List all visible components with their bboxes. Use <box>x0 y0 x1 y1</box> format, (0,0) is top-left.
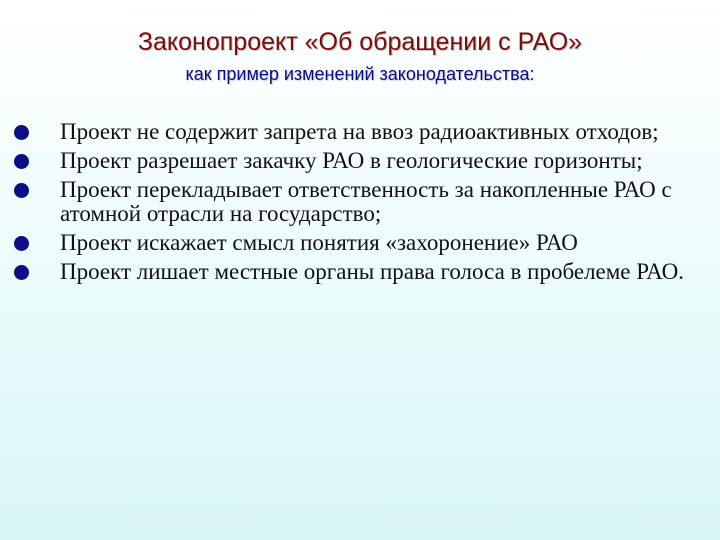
bullet-dot-icon <box>14 125 29 140</box>
bullet-dot-icon <box>14 265 29 280</box>
bullet-text: Проект не содержит запрета на ввоз радиоактивных отходов; <box>60 119 659 144</box>
bullet-item <box>14 178 704 226</box>
bullet-item <box>14 120 704 144</box>
bullet-item <box>14 149 704 173</box>
bullet-text: Проект разрешает закачку РАО в геологические горизонты; <box>60 148 643 173</box>
bullet-item <box>14 260 704 284</box>
slide-title: Законопроект «Об обращении с РАО» <box>137 28 583 56</box>
bullet-list <box>14 120 704 289</box>
bullet-dot-icon <box>14 236 29 251</box>
bullet-text: Проект перекладывает ответственность за накопленные РАО с атомной отрасли на государство; <box>60 177 672 226</box>
slide-subtitle: как пример изменений законодательства: <box>185 64 535 84</box>
bullet-item <box>14 231 704 255</box>
bullet-text: Проект лишает местные органы права голоса в пробелеме РАО. <box>60 259 684 284</box>
bullet-dot-icon <box>14 183 29 198</box>
bullet-text: Проект искажает смысл понятия «захоронение» РАО <box>60 230 578 255</box>
bullet-dot-icon <box>14 154 29 169</box>
